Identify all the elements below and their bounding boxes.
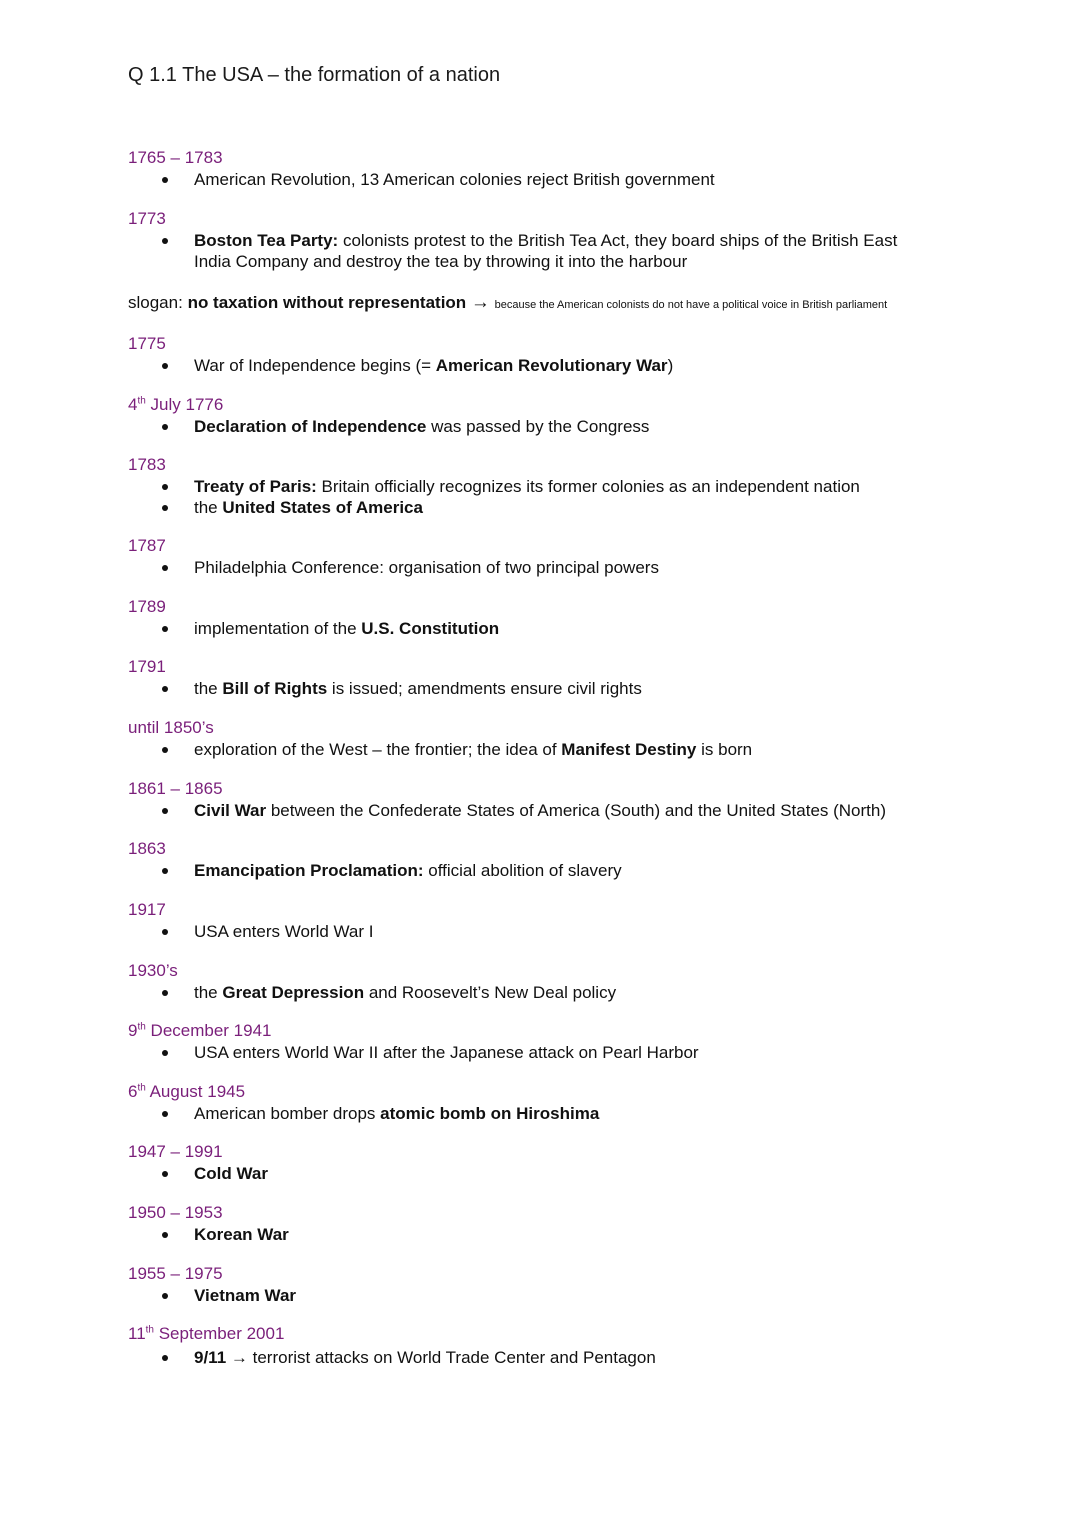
slogan-line — [128, 292, 887, 314]
bullet-icon — [162, 1293, 168, 1299]
event-item: Vietnam War — [194, 1286, 297, 1305]
event-item: implementation of the U.S. Constitution — [194, 619, 500, 638]
bullet-icon — [162, 1050, 168, 1056]
event-item: American Revolution, 13 American colonies reject British government — [194, 170, 715, 189]
event-date: 6th August 1945 — [128, 1082, 246, 1101]
bullet-icon — [162, 808, 168, 814]
event-item: American bomber drops atomic bomb on Hiroshima — [194, 1104, 600, 1123]
event-item: Boston Tea Party: colonists protest to the British Tea Act, they board ships of the British East India Company and destroy the tea by throwing it into the harbour — [194, 231, 898, 271]
event-date: 1917 — [128, 900, 166, 919]
event-date: 1775 — [128, 334, 166, 353]
event-date: 9th December 1941 — [128, 1021, 272, 1040]
arrow-right-icon: → — [470, 292, 490, 313]
bullet-icon — [162, 626, 168, 632]
page-title: Q 1.1 The USA – the formation of a nation — [128, 64, 501, 86]
event-date: 11th September 2001 — [128, 1324, 285, 1343]
event-item: the Bill of Rights is issued; amendments ensure civil rights — [194, 679, 642, 698]
event-item: the United States of America — [194, 498, 423, 517]
event-item: Declaration of Independence was passed by the Congress — [194, 417, 650, 436]
bullet-icon — [162, 868, 168, 874]
slogan-note: because the American colonists do not have a political voice in British parliament — [494, 299, 888, 311]
bullet-icon — [162, 1111, 168, 1117]
event-item: Civil War between the Confederate States of America (South) and the United States (North) — [194, 801, 887, 820]
slogan-text: no taxation without representation — [187, 293, 467, 312]
event-item: Philadelphia Conference: organisation of two principal powers — [194, 558, 659, 577]
event-date: until 1850’s — [128, 718, 214, 737]
bullet-icon — [162, 565, 168, 571]
event-item: Korean War — [194, 1225, 289, 1244]
event-date: 1861 – 1865 — [128, 779, 223, 798]
bullet-icon — [162, 747, 168, 753]
event-item: Cold War — [194, 1164, 268, 1183]
event-item: USA enters World War II after the Japanese attack on Pearl Harbor — [194, 1043, 699, 1062]
bullet-icon — [162, 363, 168, 369]
bullet-icon — [162, 929, 168, 935]
event-date: 4th July 1776 — [128, 395, 224, 414]
event-date: 1787 — [128, 536, 166, 555]
event-date: 1863 — [128, 839, 166, 858]
event-date: 1930’s — [128, 961, 178, 980]
bullet-icon — [162, 1232, 168, 1238]
bullet-icon — [162, 1355, 168, 1361]
event-item: 9/11 → terrorist attacks on World Trade Center and Pentagon — [194, 1348, 656, 1367]
event-date: 1789 — [128, 597, 166, 616]
bullet-icon — [162, 238, 168, 244]
event-item: Emancipation Proclamation: official abolition of slavery — [194, 861, 622, 880]
event-item: USA enters World War I — [194, 922, 374, 941]
event-date: 1773 — [128, 209, 166, 228]
bullet-icon — [162, 177, 168, 183]
event-item: Treaty of Paris: Britain officially recognizes its former colonies as an independent nation — [194, 477, 860, 496]
bullet-icon — [162, 990, 168, 996]
event-item: the Great Depression and Roosevelt’s New Deal policy — [194, 983, 617, 1002]
event-date: 1765 – 1783 — [128, 148, 223, 167]
bullet-icon — [162, 686, 168, 692]
event-item: War of Independence begins (= American Revolutionary War) — [194, 356, 674, 375]
bullet-icon — [162, 1171, 168, 1177]
event-date: 1950 – 1953 — [128, 1203, 223, 1222]
event-date: 1783 — [128, 455, 166, 474]
bullet-icon — [162, 484, 168, 490]
event-date: 1955 – 1975 — [128, 1264, 223, 1283]
event-item: exploration of the West – the frontier; the idea of Manifest Destiny is born — [194, 740, 753, 759]
event-date: 1791 — [128, 657, 166, 676]
event-date: 1947 – 1991 — [128, 1142, 223, 1161]
bullet-icon — [162, 505, 168, 511]
slogan-prefix: slogan: — [128, 293, 183, 312]
bullet-icon — [162, 424, 168, 430]
